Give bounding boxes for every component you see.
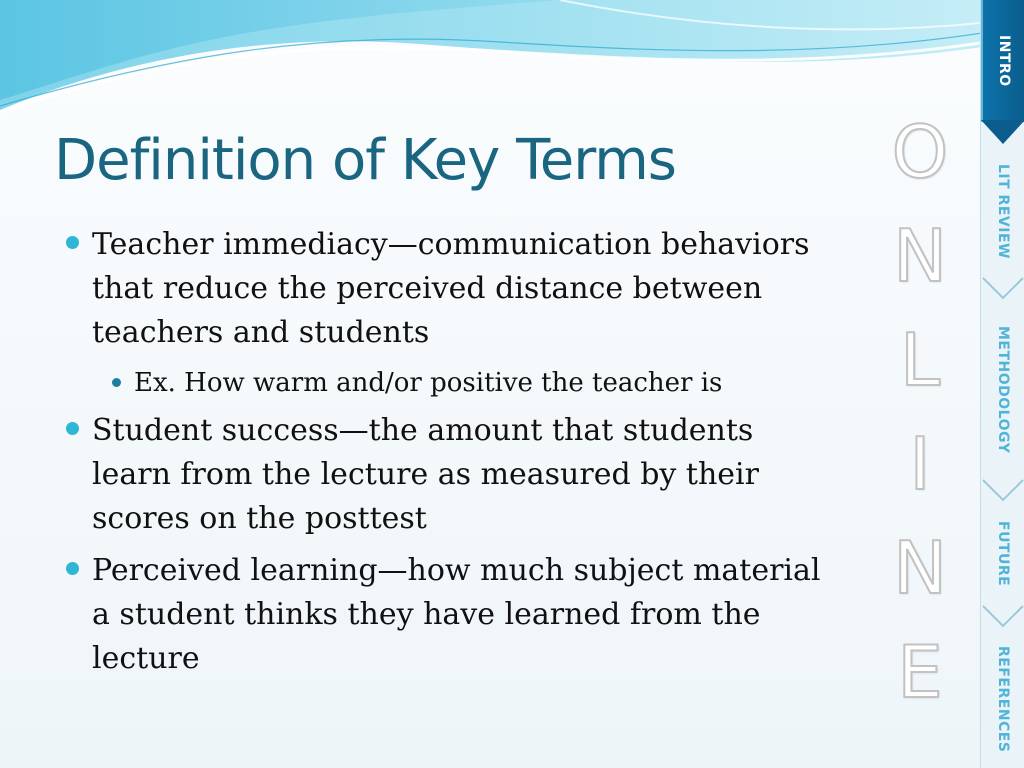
online-letter: O (891, 110, 949, 194)
nav-tab-methodology[interactable] (981, 302, 1024, 478)
nav-tab-references[interactable] (981, 630, 1024, 768)
nav-tab-future[interactable] (981, 504, 1024, 604)
online-letter: I (909, 422, 931, 506)
sub-bullet-dot-icon (112, 378, 121, 387)
chevron-down-icon (981, 604, 1024, 630)
nav-tab-label: FUTURE (995, 521, 1011, 587)
sub-bullet-text: Ex. How warm and/or positive the teacher is (134, 368, 723, 398)
header-wave-decoration (0, 0, 1024, 130)
chevron-down-icon (981, 276, 1024, 302)
nav-tab-lit-review[interactable] (981, 146, 1024, 276)
section-nav (980, 0, 1024, 768)
sub-bullet-item (108, 363, 824, 403)
online-letter: N (893, 214, 947, 298)
nav-tab-label: LIT REVIEW (995, 163, 1011, 259)
bullet-item (64, 223, 824, 355)
bullet-dot-icon (66, 562, 79, 575)
nav-tab-intro[interactable] (981, 0, 1024, 122)
bullet-text: Teacher immediacy—communication behaviors that reduce the perceived distance between teachers and students (92, 227, 810, 350)
bullet-item (64, 549, 824, 681)
bullet-item (64, 409, 824, 541)
bullet-dot-icon (66, 422, 79, 435)
nav-tab-label: REFERENCES (995, 645, 1011, 753)
bullet-text: Perceived learning—how much subject material a student thinks they have learned from the lecture (92, 553, 821, 676)
nav-tab-label: INTRO (996, 35, 1012, 87)
online-vertical-word (880, 100, 960, 724)
online-letter: N (893, 526, 947, 610)
chevron-down-icon (981, 120, 1024, 146)
bullet-list (64, 223, 824, 689)
bullet-text: Student success—the amount that students learn from the lecture as measured by their scores on the posttest (92, 413, 759, 536)
online-letter: E (897, 630, 943, 714)
online-letter: L (899, 318, 941, 402)
slide-title: Definition of Key Terms (54, 128, 676, 193)
bullet-dot-icon (66, 236, 79, 249)
chevron-down-icon (981, 478, 1024, 504)
nav-tab-label: METHODOLOGY (995, 326, 1011, 454)
